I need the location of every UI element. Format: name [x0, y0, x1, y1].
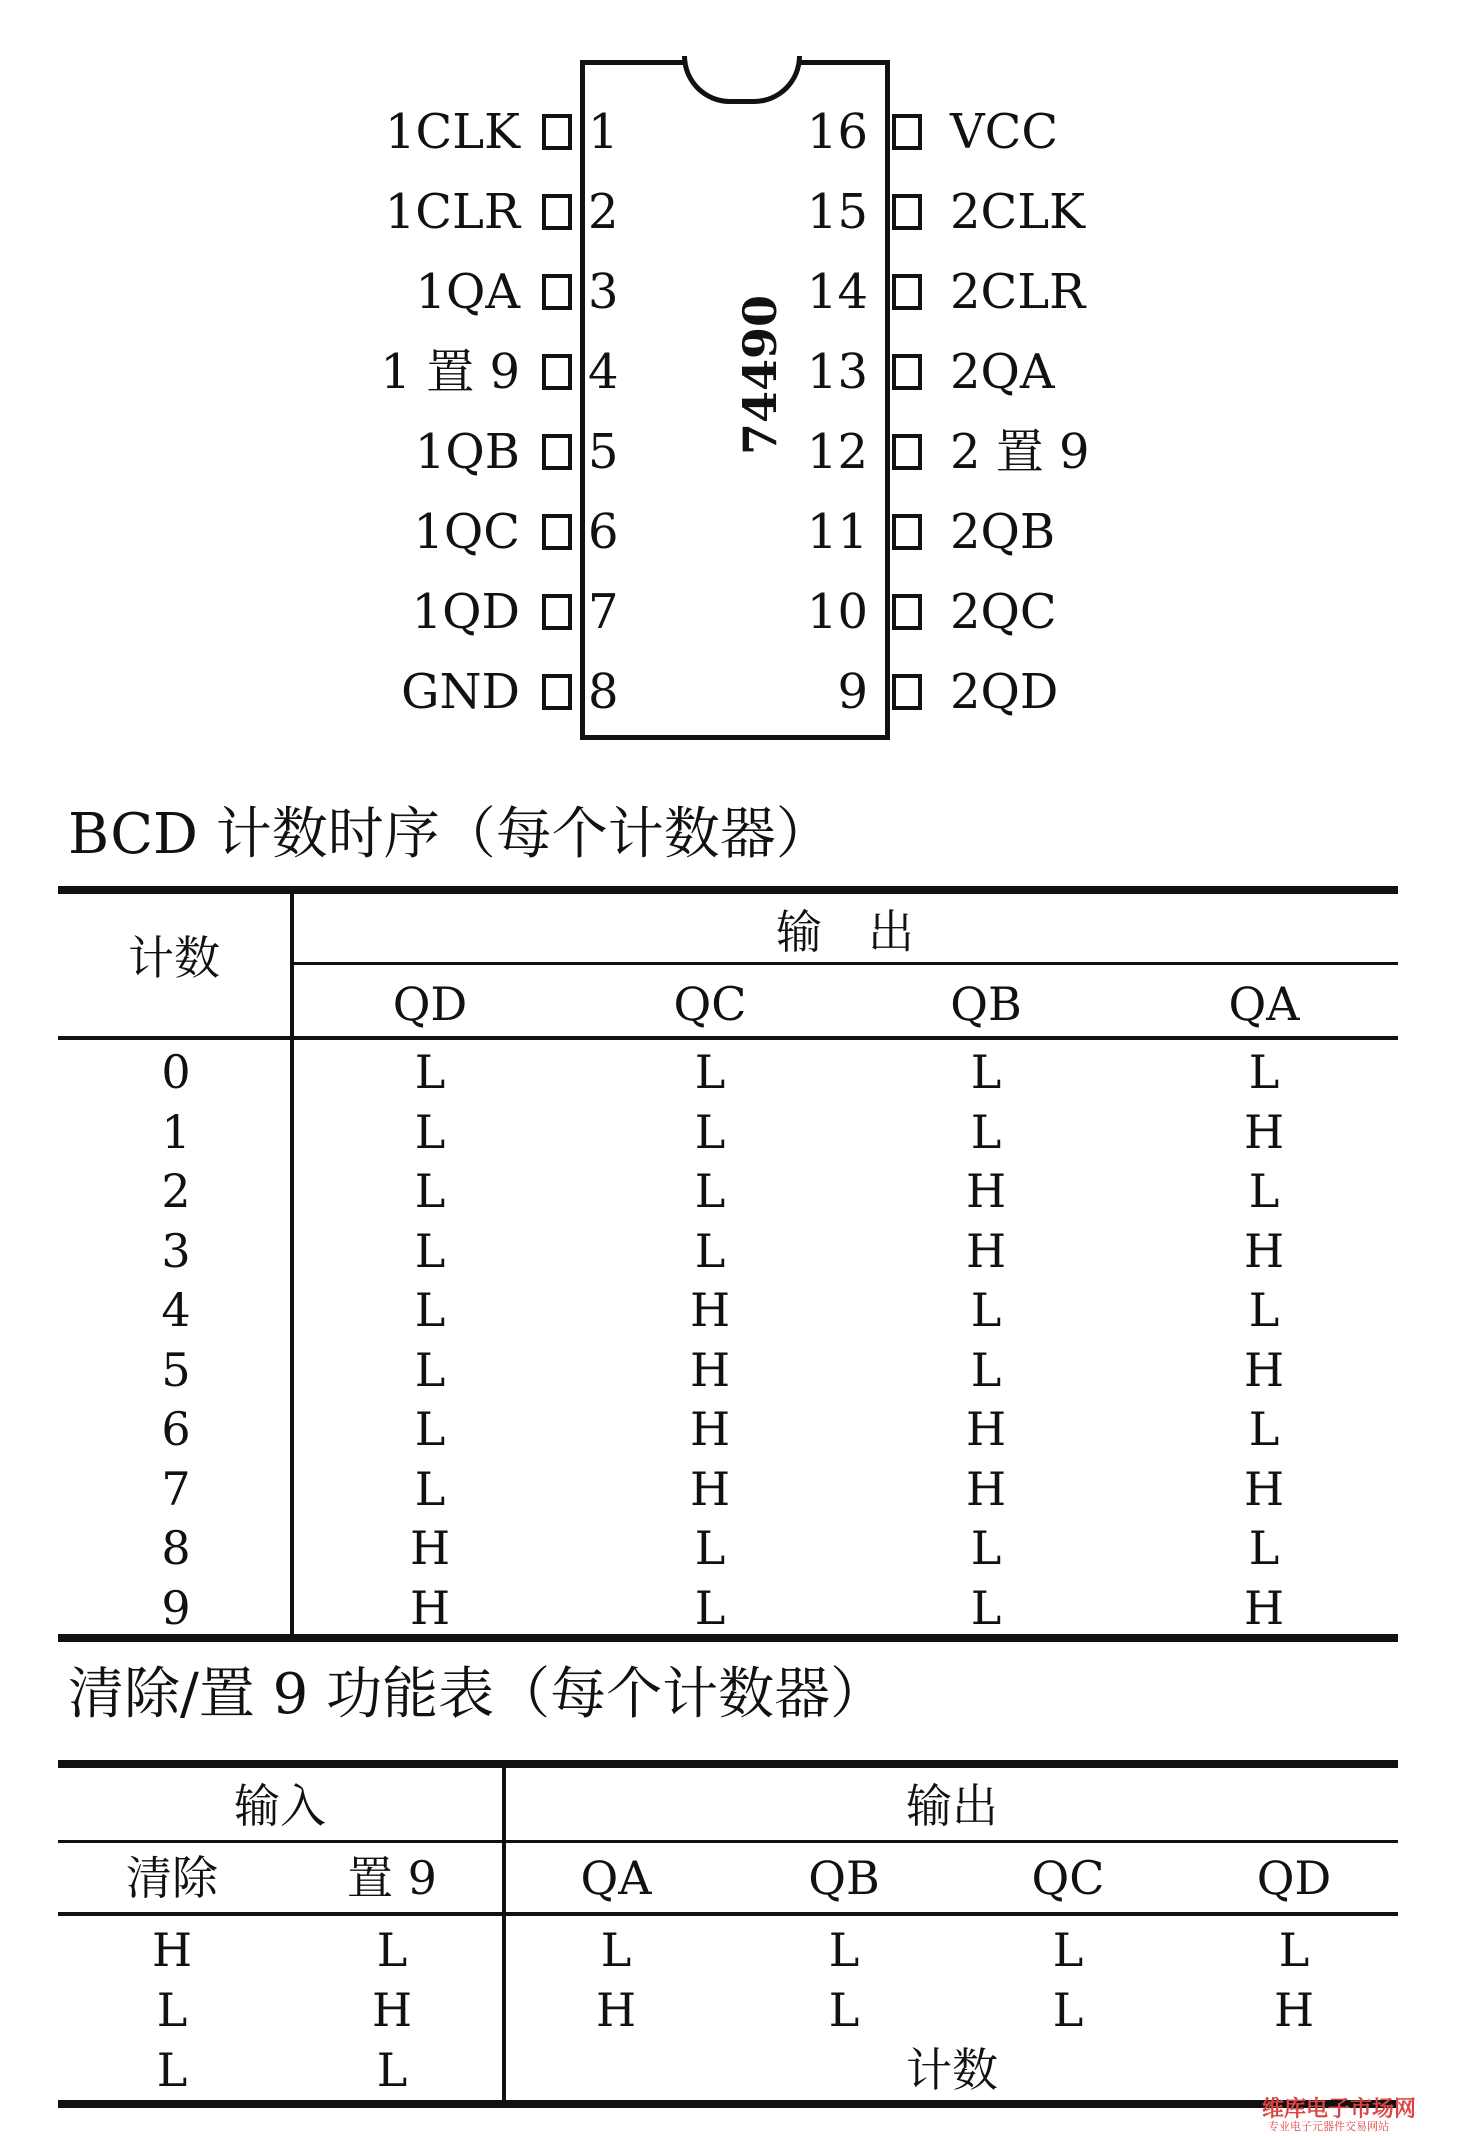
pin-label: 1QC: [413, 504, 520, 560]
input-header: 输入: [234, 1779, 326, 1833]
value-cell: L: [694, 1224, 726, 1278]
pin-label: 1QA: [415, 264, 520, 320]
output-column-header: QB: [808, 1851, 880, 1905]
column-header: QC: [673, 977, 747, 1031]
input-cell: L: [156, 2043, 188, 2097]
column-header: QA: [1228, 977, 1300, 1031]
table-header-rule: [292, 962, 1398, 965]
right-pin-row: [0, 502, 1458, 562]
pin-lead: [892, 274, 922, 310]
pin-lead: [892, 594, 922, 630]
pin-lead: [892, 354, 922, 390]
pin-label: 1QD: [411, 584, 520, 640]
value-cell: L: [694, 1164, 726, 1218]
pin-number: 5: [588, 424, 619, 480]
value-cell: H: [1243, 1105, 1285, 1159]
count-cell: 6: [161, 1402, 191, 1456]
right-pin-row: [0, 102, 1458, 162]
pin-number: 16: [806, 104, 868, 160]
value-cell: L: [414, 1283, 446, 1337]
count-cell: 7: [161, 1462, 191, 1516]
value-cell: H: [409, 1581, 451, 1635]
value-cell: L: [1248, 1402, 1280, 1456]
value-cell: H: [1243, 1343, 1285, 1397]
value-cell: L: [414, 1402, 446, 1456]
output-cell: L: [1052, 1983, 1084, 2037]
value-cell: H: [965, 1462, 1007, 1516]
value-cell: L: [970, 1045, 1002, 1099]
table-header-rule: [58, 1840, 1398, 1843]
right-pin-row: [0, 582, 1458, 642]
table-header-bottom-rule: [58, 1912, 1398, 1916]
pin-label: 1CLK: [385, 104, 520, 160]
count-cell: 5: [161, 1343, 191, 1397]
pin-label: 1QB: [414, 424, 520, 480]
right-pin-row: [0, 262, 1458, 322]
value-cell: H: [1243, 1462, 1285, 1516]
pin-number: 14: [806, 264, 868, 320]
value-cell: L: [1248, 1521, 1280, 1575]
right-pin-row: [0, 342, 1458, 402]
pin-number: 8: [588, 664, 619, 720]
pin-number: 10: [806, 584, 868, 640]
output-header: 输 出: [776, 905, 914, 959]
value-cell: L: [1248, 1164, 1280, 1218]
pin-number: 9: [837, 664, 868, 720]
pin-lead: [892, 194, 922, 230]
input-cell: L: [376, 1923, 408, 1977]
right-pin-row: [0, 422, 1458, 482]
value-cell: L: [414, 1105, 446, 1159]
pin-label: 2QC: [950, 584, 1057, 640]
pin-lead: [892, 434, 922, 470]
pin-number: 4: [588, 344, 619, 400]
pin-label: 2QB: [950, 504, 1056, 560]
output-column-header: QC: [1031, 1851, 1105, 1905]
value-cell: L: [970, 1283, 1002, 1337]
bcd-table-title: BCD 计数时序（每个计数器）: [68, 802, 832, 867]
count-cell: 1: [161, 1105, 191, 1159]
pin-number: 7: [588, 584, 619, 640]
value-cell: L: [694, 1105, 726, 1159]
watermark-logo-text: 维库电子市场网: [1262, 2097, 1417, 2122]
output-column-header: QD: [1256, 1851, 1332, 1905]
pin-label: 2QD: [950, 664, 1059, 720]
right-pin-row: [0, 662, 1458, 722]
output-cell: H: [1273, 1983, 1315, 2037]
value-cell: L: [694, 1045, 726, 1099]
pin-label: 2 置 9: [950, 424, 1090, 480]
value-cell: H: [689, 1343, 731, 1397]
count-cell: 0: [161, 1045, 191, 1099]
output-cell: L: [828, 1983, 860, 2037]
pin-number: 12: [806, 424, 868, 480]
pin-number: 2: [588, 184, 619, 240]
count-header: 计数: [128, 931, 220, 985]
output-cell: L: [1052, 1923, 1084, 1977]
input-column-header: 清除: [126, 1851, 218, 1905]
table-bottom-rule: [58, 2100, 1398, 2108]
count-cell: 3: [161, 1224, 191, 1278]
value-cell: L: [414, 1343, 446, 1397]
value-cell: L: [970, 1343, 1002, 1397]
table-column-divider: [290, 894, 294, 1634]
output-merged-cell: 计数: [906, 2043, 998, 2097]
output-cell: L: [828, 1923, 860, 1977]
chip-pinout-diagram: [0, 0, 1458, 760]
pin-number: 15: [806, 184, 868, 240]
value-cell: L: [1248, 1283, 1280, 1337]
output-header: 输出: [906, 1779, 998, 1833]
value-cell: H: [689, 1462, 731, 1516]
count-cell: 9: [161, 1581, 191, 1635]
pin-label: 1 置 9: [380, 344, 520, 400]
clear-table-title: 清除/置 9 功能表（每个计数器）: [68, 1662, 887, 1727]
table-header-bottom-rule: [58, 1036, 1398, 1040]
pin-number: 11: [806, 504, 868, 560]
input-column-header: 置 9: [347, 1851, 437, 1905]
value-cell: L: [694, 1581, 726, 1635]
value-cell: H: [1243, 1224, 1285, 1278]
value-cell: H: [965, 1224, 1007, 1278]
table-top-rule: [58, 1760, 1398, 1768]
value-cell: H: [1243, 1581, 1285, 1635]
input-cell: L: [156, 1983, 188, 2037]
pin-number: 6: [588, 504, 619, 560]
pin-label: 1CLR: [384, 184, 520, 240]
value-cell: H: [689, 1283, 731, 1337]
pin-number: 13: [806, 344, 868, 400]
pin-label: 2CLR: [950, 264, 1086, 320]
pin-lead: [892, 514, 922, 550]
pin-number: 1: [588, 104, 619, 160]
value-cell: L: [414, 1224, 446, 1278]
pin-number: 3: [588, 264, 619, 320]
count-cell: 4: [161, 1283, 191, 1337]
input-cell: H: [151, 1923, 193, 1977]
column-header: QB: [950, 977, 1022, 1031]
count-cell: 8: [161, 1521, 191, 1575]
column-header: QD: [392, 977, 468, 1031]
output-column-header: QA: [580, 1851, 652, 1905]
value-cell: L: [1248, 1045, 1280, 1099]
value-cell: L: [970, 1581, 1002, 1635]
value-cell: H: [965, 1164, 1007, 1218]
right-pin-row: [0, 182, 1458, 242]
count-cell: 2: [161, 1164, 191, 1218]
chip-part-number: 74490: [733, 294, 787, 455]
value-cell: L: [970, 1521, 1002, 1575]
watermark-subtext: 专业电子元器件交易网站: [1268, 2120, 1389, 2133]
value-cell: L: [414, 1045, 446, 1099]
value-cell: L: [970, 1105, 1002, 1159]
pin-lead: [892, 674, 922, 710]
value-cell: H: [409, 1521, 451, 1575]
pin-label: 2CLK: [950, 184, 1085, 240]
value-cell: L: [414, 1462, 446, 1516]
output-cell: H: [595, 1983, 637, 2037]
pin-lead: [892, 114, 922, 150]
value-cell: H: [689, 1402, 731, 1456]
pin-label: GND: [401, 664, 520, 720]
output-cell: L: [1278, 1923, 1310, 1977]
input-cell: L: [376, 2043, 408, 2097]
output-cell: L: [600, 1923, 632, 1977]
table-top-rule: [58, 886, 1398, 894]
input-cell: H: [371, 1983, 413, 2037]
pin-label: 2QA: [950, 344, 1055, 400]
value-cell: L: [414, 1164, 446, 1218]
value-cell: L: [694, 1521, 726, 1575]
value-cell: H: [965, 1402, 1007, 1456]
pin-label: VCC: [950, 104, 1059, 160]
